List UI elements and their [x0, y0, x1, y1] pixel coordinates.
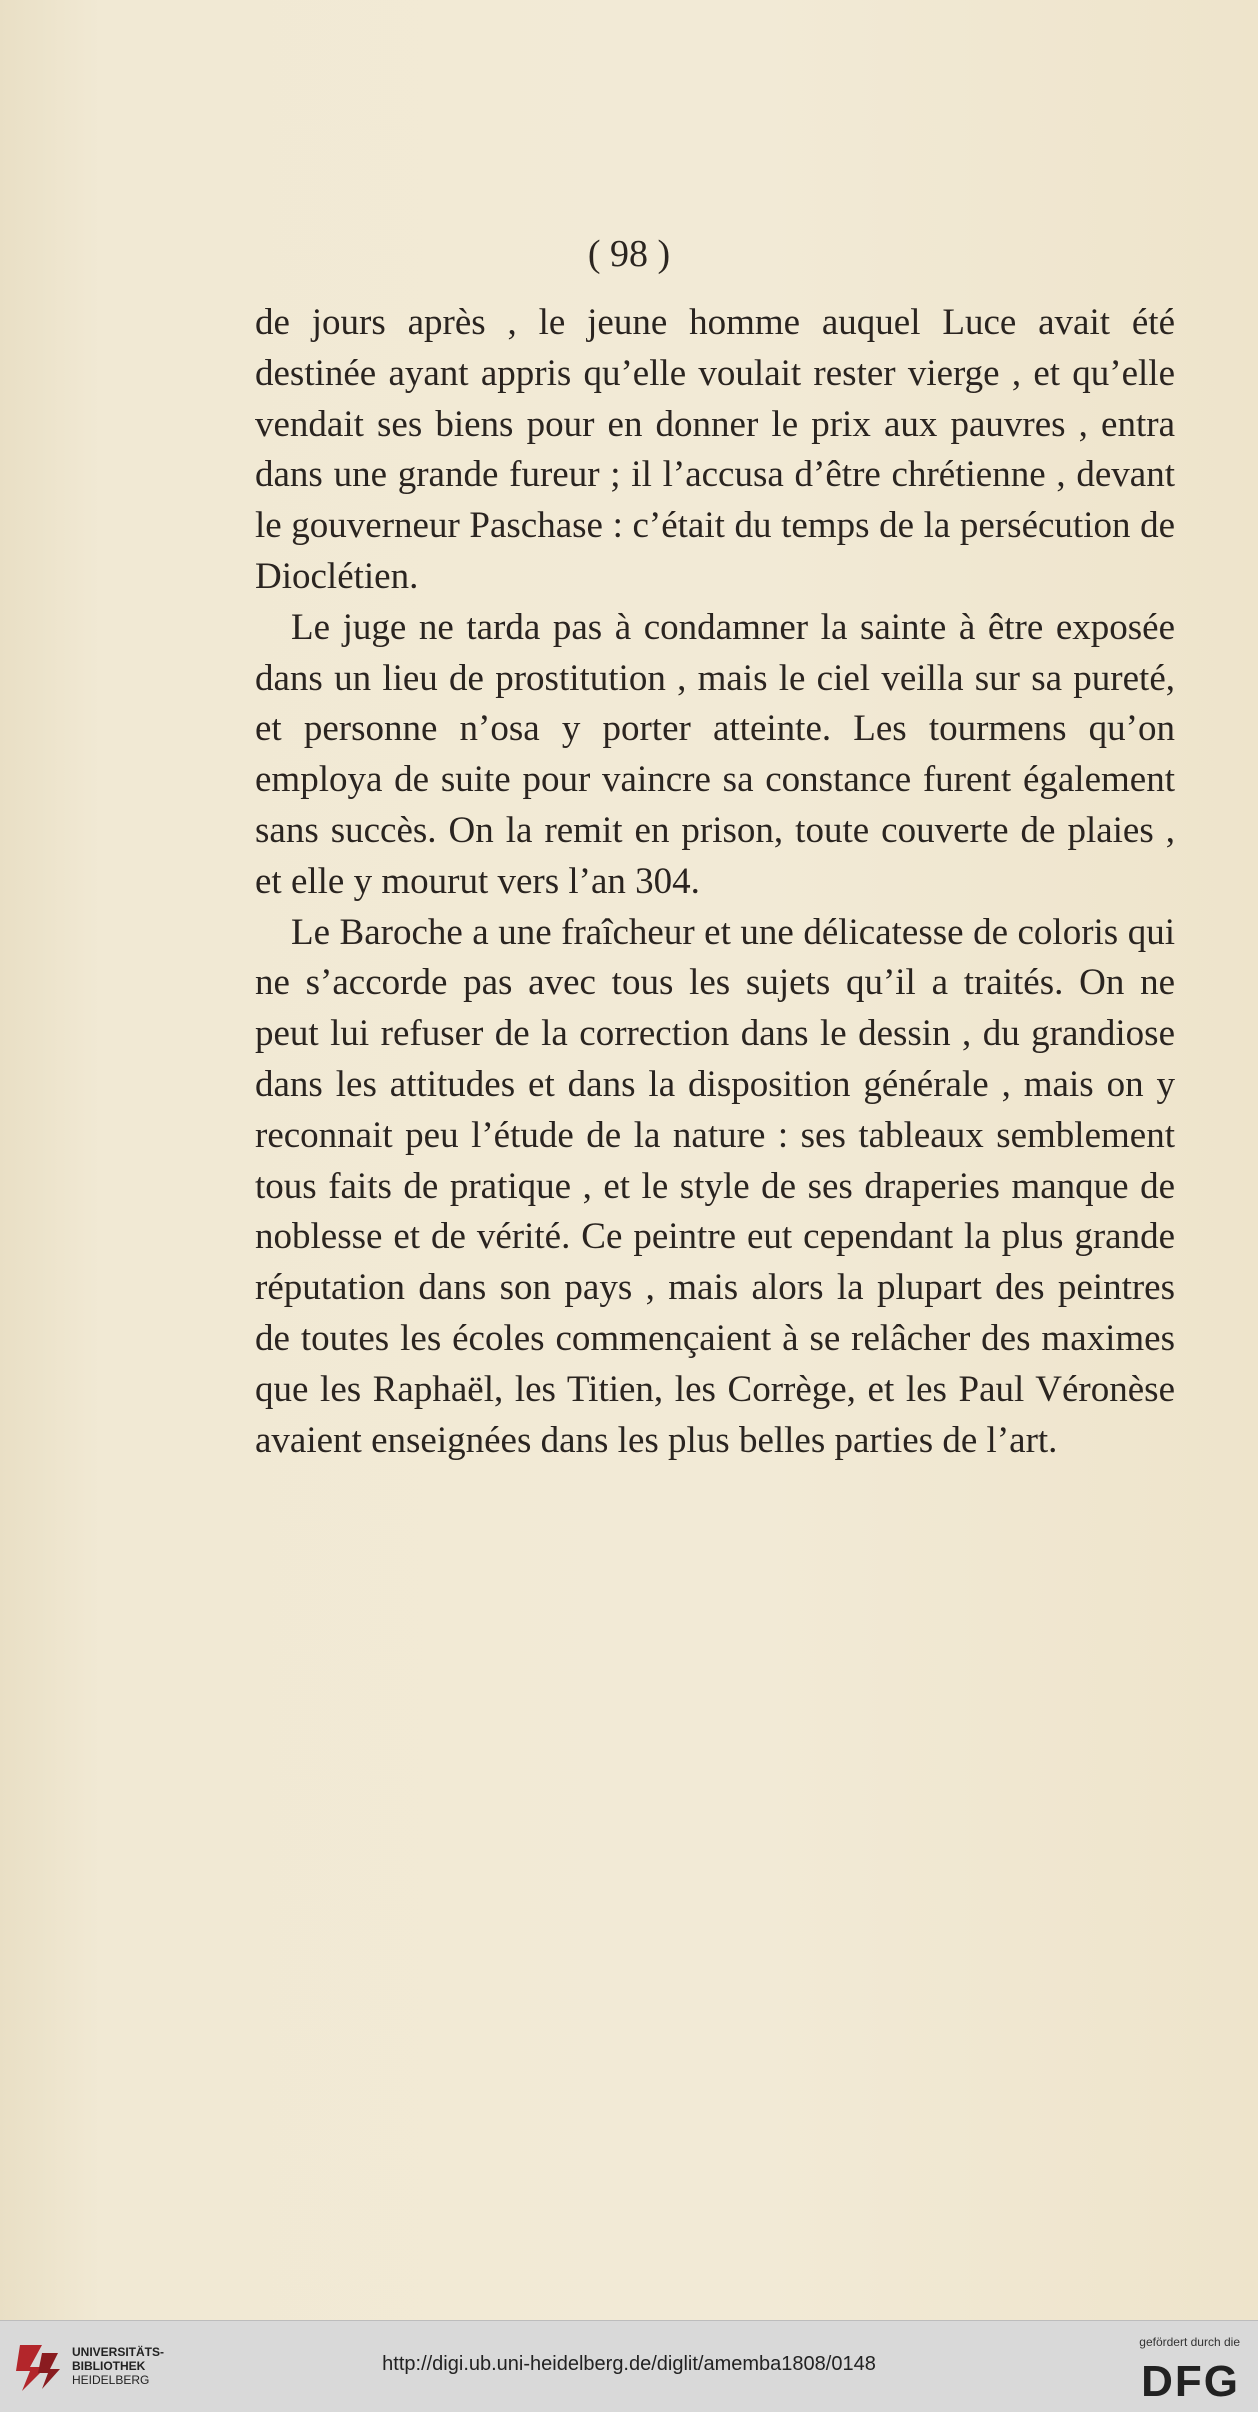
dfg-logo: DFG: [1141, 2357, 1240, 2406]
body-text: [255, 298, 1175, 1466]
page-number: ( 98 ): [587, 233, 671, 275]
paragraph-1: de jours après , le jeune homme auquel Luce avait été destinée ayant appris qu’elle voulait rester vierge , et qu’elle vendait ses biens pour en donner le prix aux pauvres , entra dans une grande fureur ; il l’accusa d’être chrétienne , devant le gouverneur Paschase : c’était du temps de la persécution de Dioclétien.: [255, 302, 1175, 597]
library-name-line-1: UNIVERSITÄTS-: [72, 2345, 165, 2359]
digitization-footer: [0, 2320, 1258, 2412]
source-url-link[interactable]: http://digi.ub.uni-heidelberg.de/diglit/amemba1808/0148: [382, 2353, 876, 2375]
funded-by-label: gefördert durch die: [1139, 2335, 1240, 2349]
paragraph-2: Le juge ne tarda pas à condamner la sainte à être exposée dans un lieu de prostitution , mais le ciel veilla sur sa pureté, et personne n’osa y porter atteinte. Les tourmens qu’on employa de suite pour vaincre sa constance furent également sans succès. On la remit en prison, toute couverte de plaies , et elle y mourut vers l’an 304.: [255, 606, 1175, 902]
library-name-line-3: HEIDELBERG: [72, 2373, 150, 2387]
library-name-line-2: BIBLIOTHEK: [72, 2359, 146, 2373]
paragraph-3: Le Baroche a une fraîcheur et une délicatesse de coloris qui ne s’accorde pas avec tous les sujets qu’il a traités. On ne peut lui refuser de la correction dans le dessin , du grandiose dans les attitudes et dans la disposition générale , mais on y reconnait peu l’étude de la nature : ses tableaux semblement tous faits de pratique , et le style de ses draperies manque de noblesse et de vérité. Ce peintre eut cependant la plus grande réputation dans son pays , mais alors la plupart des peintres de toutes les écoles commençaient à se relâcher des maximes que les Raphaël, les Titien, les Corrège, et les Paul Véronèse avaient enseignées dans les plus belles parties de l’art.: [255, 911, 1175, 1461]
